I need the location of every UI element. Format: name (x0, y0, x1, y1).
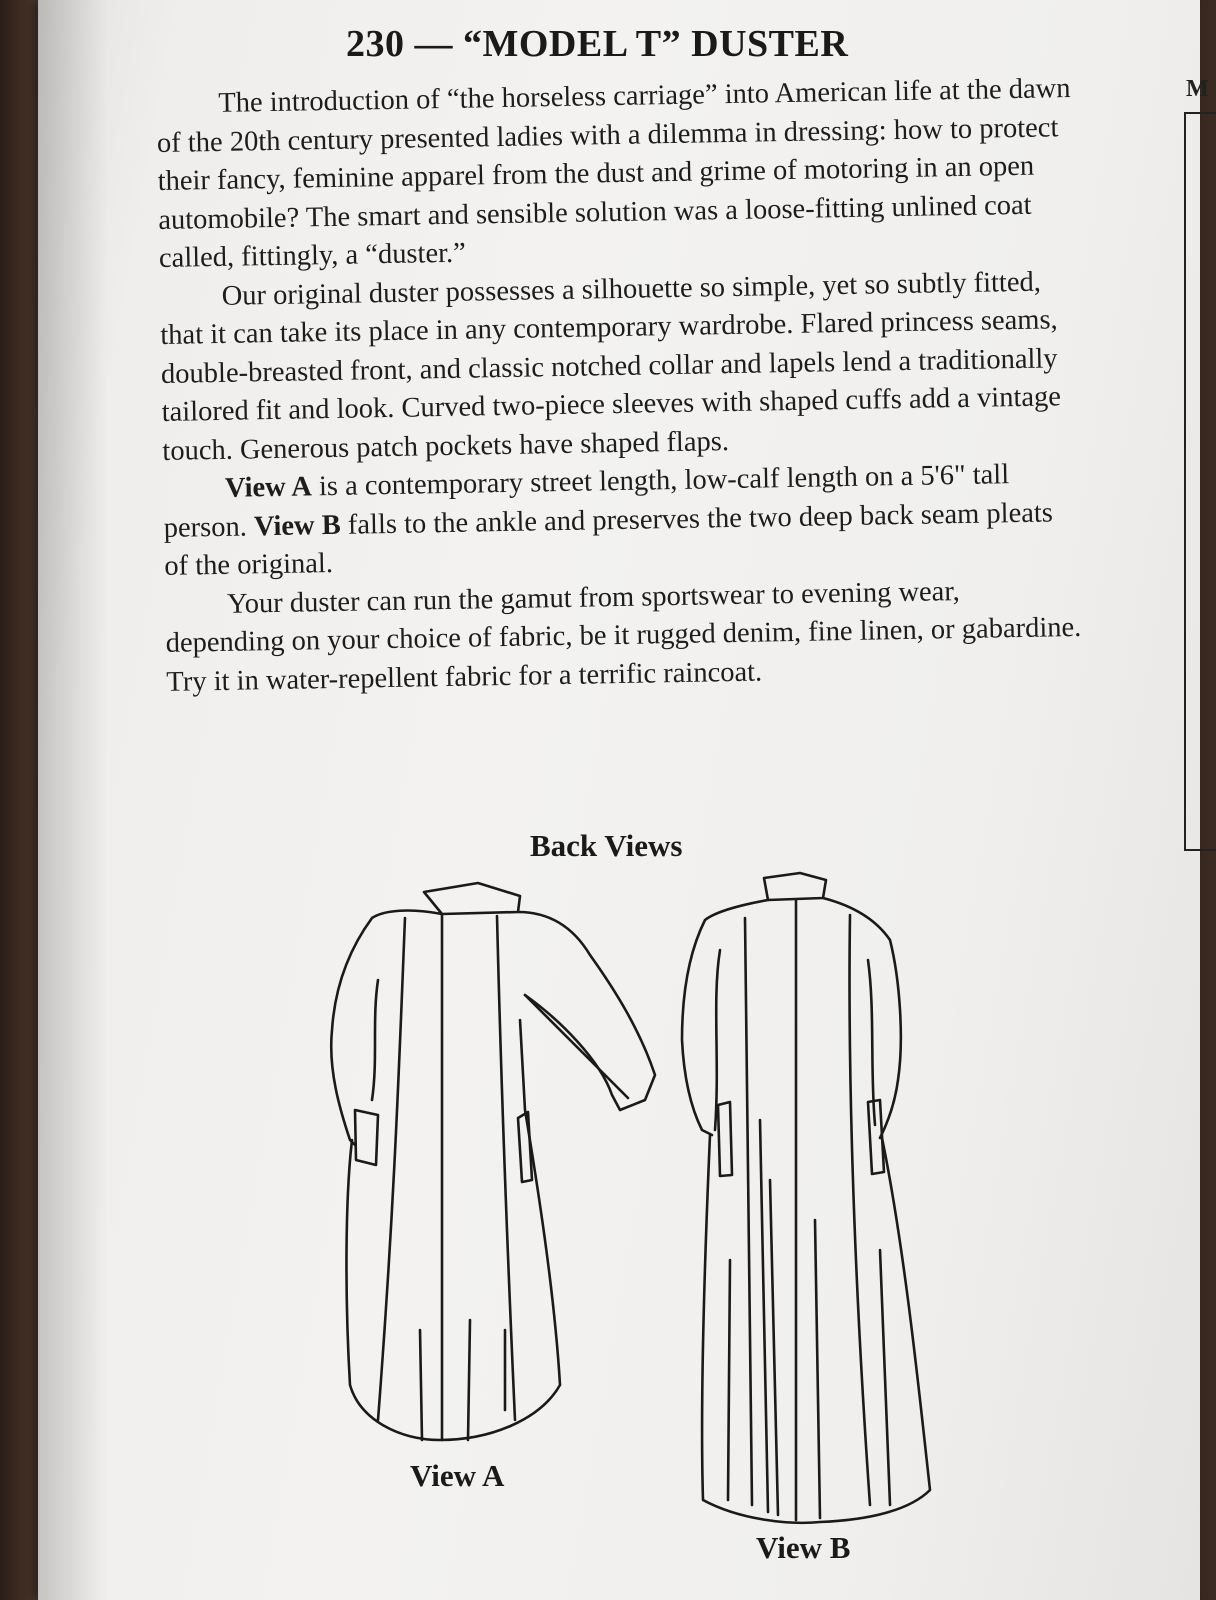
caption-view-b: View B (756, 1530, 851, 1565)
view-a-description: is a contemporary street length, low-calf length on a 5'6" tall person. (163, 459, 1010, 544)
paragraph-intro: The introduction of “the horseless carriage” into American life at the dawn of the 20th century presented ladies with a dilemma in dressing: how to protect their fancy, feminine apparel from the dust and grime of motoring in an open automobile? The smart and sensible solution was a loose-fitting unlined coat called, fittingly, a “duster.” (156, 73, 1071, 274)
view-a-label: View A (224, 471, 313, 504)
adjacent-page-letter: M (1186, 76, 1209, 102)
back-views-heading: Back Views (530, 828, 683, 863)
coat-view-b-drawing (682, 873, 930, 1523)
paragraph-fabric: Your duster can run the gamut from sportswear to evening wear, depending on your choice of fabric, be it rugged denim, fine linen, or gabardine. Try it in water-repellent fabric for a terrific raincoat. (165, 575, 1082, 698)
view-b-label: View B (253, 509, 342, 542)
page-title: 230 — “MODEL T” DUSTER (346, 23, 849, 65)
view-b-description: falls to the ankle and preserves the two deep back seam pleats of the original. (164, 496, 1054, 582)
caption-view-a: View A (410, 1458, 505, 1493)
coat-view-a-drawing (331, 883, 655, 1440)
paragraph-silhouette: Our original duster possesses a silhouette so simple, yet so subtly fitted, that it can take its place in any contemporary wardrobe. Flared princess seams, double-breasted front, and classic notched collar and lapels lend a traditionally tailored fit and look. Curved two-piece sleeves with shaped cuffs add a vintage touch. Generous patch pockets have shaped flaps. (160, 266, 1062, 467)
